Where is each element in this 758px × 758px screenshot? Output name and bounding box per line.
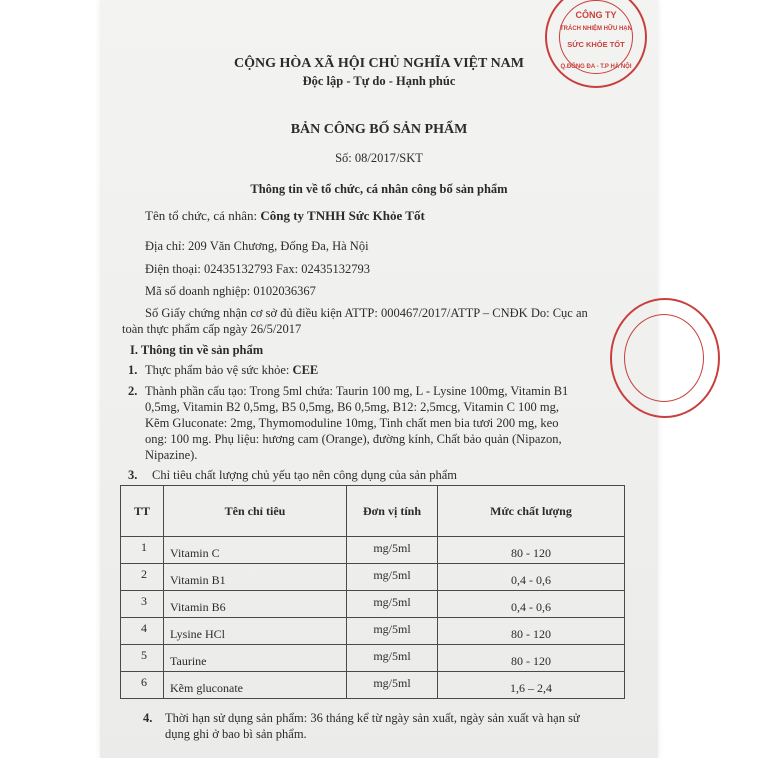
- header-tt: TT: [121, 486, 164, 537]
- item2-number: 2.: [128, 384, 138, 398]
- item4-line2: dụng ghi ở bao bì sản phẩm.: [165, 727, 307, 741]
- cell-tt: 3: [141, 594, 147, 608]
- stamp-rim: Q.ĐỐNG ĐA - T.P HÀ NỘI: [560, 64, 632, 70]
- cell-unit: mg/5ml: [373, 568, 411, 582]
- cell-name: Vitamin B6: [170, 600, 226, 614]
- quality-spec-table: [120, 485, 625, 699]
- stamp-line3: SỨC KHỎE TỐT: [567, 40, 625, 49]
- cell-unit: mg/5ml: [373, 676, 411, 690]
- cell-level: 80 - 120: [511, 627, 551, 641]
- item2-line1: Thành phần cấu tạo: Trong 5ml chứa: Taurin 100 mg, L - Lysine 100mg, Vitamin B1: [145, 384, 569, 398]
- item4-line1: Thời hạn sử dụng sản phẩm: 36 tháng kể từ ngày sản xuất, ngày sản xuất và hạn sử: [165, 711, 580, 725]
- document-number: Số: 08/2017/SKT: [335, 151, 423, 165]
- stamp-company: CÔNG TY: [575, 10, 617, 20]
- cell-level: 80 - 120: [511, 546, 551, 560]
- document-title: BẢN CÔNG BỐ SẢN PHẨM: [290, 122, 468, 137]
- stamp-line2: TRÁCH NHIỆM HỮU HẠN: [560, 26, 632, 32]
- org-tax-code: Mã số doanh nghiệp: 0102036367: [145, 284, 316, 298]
- cell-unit: mg/5ml: [373, 541, 411, 555]
- header-level: Mức chất lượng: [438, 486, 625, 537]
- cell-name: Lysine HCl: [170, 627, 226, 641]
- cell-tt: 1: [141, 540, 147, 554]
- table-row: [121, 537, 625, 564]
- cell-level: 1,6 – 2,4: [510, 681, 552, 695]
- org-name-line: [145, 208, 425, 224]
- table-header-row: [121, 486, 625, 537]
- table-row: [121, 645, 625, 672]
- item1-value: CEE: [292, 363, 319, 377]
- cell-tt: 5: [141, 648, 147, 662]
- org-name-value: Công ty TNHH Sức Khỏe Tốt: [260, 208, 425, 223]
- cell-name: Kẽm gluconate: [170, 681, 243, 695]
- table-row: [121, 564, 625, 591]
- item1-line: [145, 362, 318, 378]
- table-row: [121, 591, 625, 618]
- cell-tt: 4: [141, 621, 147, 635]
- org-cert-line1: Số Giấy chứng nhận cơ sở đủ điều kiện ATTP: 000467/2017/ATTP – CNĐK Do: Cục an: [145, 306, 588, 320]
- item1-number: 1.: [128, 363, 138, 377]
- cell-tt: 6: [141, 675, 147, 689]
- header-name: Tên chỉ tiêu: [164, 486, 347, 537]
- header-unit: Đơn vị tính: [347, 486, 438, 537]
- item1-label: Thực phẩm bảo vệ sức khỏe:: [145, 363, 293, 377]
- table-row: [121, 672, 625, 699]
- item2-line4: ong: 100 mg. Phụ liệu: hương cam (Orange), đường kính, Chất bảo quản (Nipazon,: [145, 432, 562, 446]
- cell-unit: mg/5ml: [373, 622, 411, 636]
- item3-number: 3.: [128, 468, 138, 482]
- cell-unit: mg/5ml: [373, 595, 411, 609]
- cell-name: Vitamin B1: [170, 573, 226, 587]
- org-cert-line2: toàn thực phẩm cấp ngày 26/5/2017: [122, 322, 302, 336]
- cell-level: 0,4 - 0,6: [511, 573, 551, 587]
- org-address: Địa chỉ: 209 Văn Chương, Đống Đa, Hà Nội: [145, 239, 369, 253]
- cell-name: Taurine: [170, 654, 207, 668]
- table-row: [121, 618, 625, 645]
- cell-name: Vitamin C: [170, 546, 220, 560]
- item2-line2: 0,5mg, Vitamin B2 0,5mg, B5 0,5mg, B6 0,5mg, B12: 2,5mcg, Vitamin C 100 mg,: [145, 400, 560, 414]
- item3-label: Chỉ tiêu chất lượng chủ yếu tạo nên công dụng của sản phẩm: [152, 468, 457, 482]
- org-name-label: Tên tổ chức, cá nhân:: [145, 208, 261, 223]
- item2-line3: Kẽm Gluconate: 2mg, Thymomoduline 10mg, Tinh chất men bia tươi 200 mg, keo: [145, 416, 559, 430]
- section-heading-product: I. Thông tin về sản phẩm: [130, 343, 264, 357]
- item2-line5: Nipazine).: [145, 448, 198, 462]
- cell-tt: 2: [141, 567, 147, 581]
- cell-unit: mg/5ml: [373, 649, 411, 663]
- document-subtitle: Thông tin về tổ chức, cá nhân công bố sản phẩm: [250, 182, 508, 196]
- item4-number: 4.: [143, 711, 153, 725]
- agency-seal: [610, 298, 720, 418]
- cell-level: 0,4 - 0,6: [511, 600, 551, 614]
- org-phone: Điện thoại: 02435132793 Fax: 02435132793: [145, 262, 370, 276]
- national-motto: Độc lập - Tự do - Hạnh phúc: [302, 74, 456, 88]
- national-title: CỘNG HÒA XÃ HỘI CHỦ NGHĨA VIỆT NAM: [233, 56, 524, 71]
- cell-level: 80 - 120: [511, 654, 551, 668]
